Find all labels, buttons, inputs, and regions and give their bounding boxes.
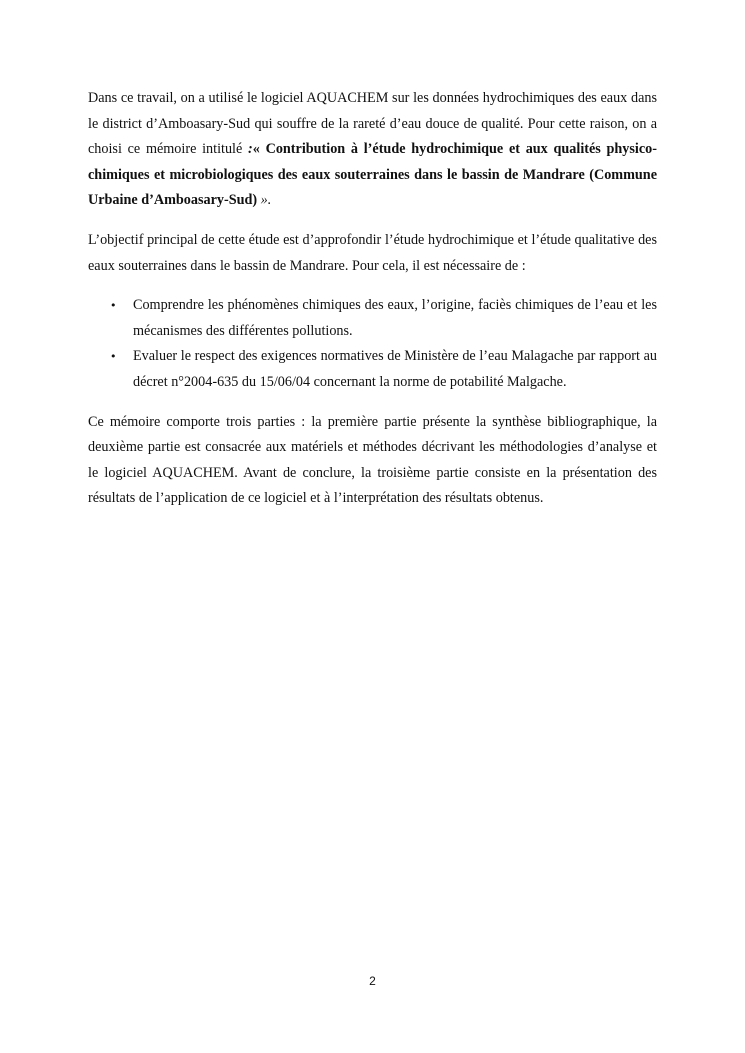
bullet-icon: • bbox=[110, 350, 117, 364]
objective-list-item bbox=[88, 344, 657, 395]
title-closing-quote: ». bbox=[257, 192, 272, 209]
objective-item-text: Comprendre les phénomènes chimiques des eaux, l’origine, faciès chimiques de l’eau et les mécanismes des différentes pollutions. bbox=[133, 297, 657, 339]
memoir-title: « Contribution à l’étude hydrochimique et aux qualités physico-chimiques et microbiologiques des eaux souterraines dans le bassin de Mandrare (Commune Urbaine d’Amboasary-Sud) bbox=[88, 141, 657, 209]
intro-colon: : bbox=[248, 141, 253, 158]
objective-paragraph: L’objectif principal de cette étude est d’approfondir l’étude hydrochimique et l’étude qualitative des eaux souterraines dans le bassin de Mandrare. Pour cela, il est nécessaire de : bbox=[88, 231, 657, 274]
bullet-icon: • bbox=[110, 299, 117, 313]
page-number: 2 bbox=[369, 974, 376, 988]
intro-paragraph bbox=[88, 86, 657, 214]
objective-item-text: Evaluer le respect des exigences normatives de Ministère de l’eau Malagache par rapport au décret n°2004-635 du 15/06/04 concernant la norme de potabilité Malgache. bbox=[133, 348, 657, 390]
intro-text: Dans ce travail, on a utilisé le logiciel AQUACHEM sur les données hydrochimiques des eaux dans le district d’Amboasary-Sud qui souffre de la rareté d’eau douce de qualité. Pour cette raison, on a choisi ce mémoire intitulé bbox=[88, 90, 657, 158]
objectives-list bbox=[88, 293, 657, 395]
page-content bbox=[88, 86, 657, 526]
structure-paragraph: Ce mémoire comporte trois parties : la première partie présente la synthèse bibliographique, la deuxième partie est consacrée aux matériels et méthodes décrivant les méthodologies d’analyse et le logiciel AQUACHEM. Avant de conclure, la troisième partie consiste en la présentation des résultats de l’application de ce logiciel et à l’interprétation des résultats obtenus. bbox=[88, 413, 657, 507]
objective-list-item bbox=[88, 293, 657, 344]
